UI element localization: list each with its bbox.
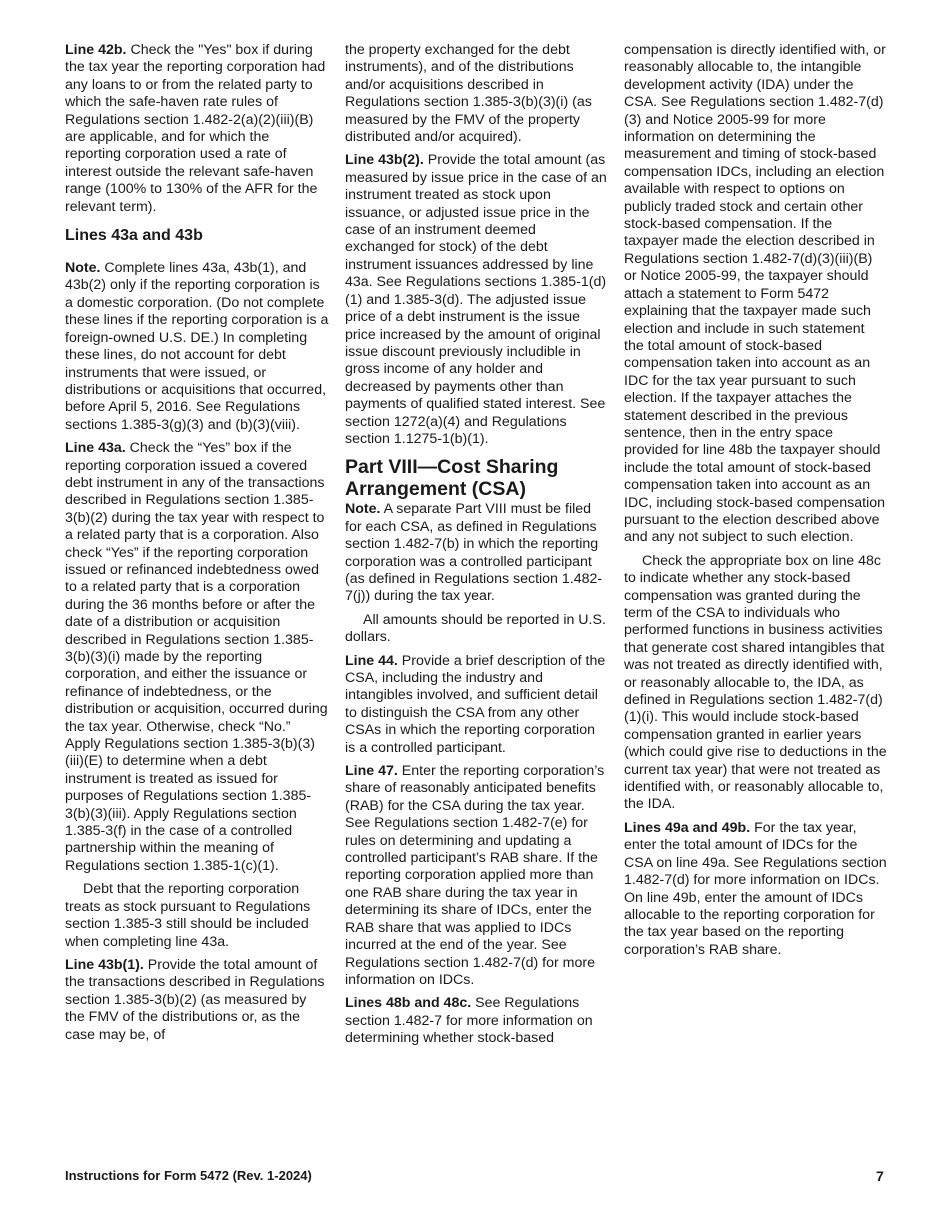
line-44-paragraph: [345, 653, 607, 757]
lines-43-heading: Lines 43a and 43b: [65, 227, 203, 245]
note-43-text: Complete lines 43a, 43b(1), and 43b(2) only if the reporting corporation is a domestic corporation. (Do not complete these lines if the reporting corporation is a foreign-owned U.S. DE.) In completing these lines, do not account for debt instruments that were issued, or distributions or acquisitions that occurred, before April 5, 2016. See Regulations sections 1.385-3(g)(3) and (b)(3)(viii).: [65, 260, 329, 433]
line-44-heading: Line 44.: [345, 652, 398, 669]
line-43b2-heading: Line 43b(2).: [345, 152, 424, 169]
lines-49-text: For the tax year, enter the total amount of IDCs for the CSA on line 49a. See Regulations section 1.482-7(d) for more information on IDCs. On line 49b, enter the amount of IDCs allocable to the reporting corporation for the tax year based on the reporting corporation’s RAB share.: [624, 819, 887, 958]
note-label: Note.: [65, 260, 101, 277]
line-43a-paragraph: [65, 440, 329, 875]
lines-49-paragraph: [624, 820, 888, 959]
line-43a-heading: Line 43a.: [65, 440, 126, 457]
footer-form-title: Instructions for Form 5472 (Rev. 1-2024): [65, 1168, 312, 1183]
line-44-text: Provide a brief description of the CSA, including the industry and intangibles involved, and sufficient detail to distinguish the CSA from any other CSAs in which the reporting corporation is a controlled participant.: [345, 652, 606, 756]
line-43b2-paragraph: [345, 152, 607, 448]
part-viii-heading: Part VIII—Cost Sharing Arrangement (CSA): [345, 456, 559, 501]
us-dollars-paragraph: All amounts should be reported in U.S. dollars.: [345, 611, 606, 646]
line-48c-paragraph: Check the appropriate box on line 48c to indicate whether any stock-based compensation was granted during the term of the CSA to individuals who performed functions in business activities that generate cost shared intangibles that was not treated as directly identified with, or reasonably allocable to, the IDA, as defined in Regulations section 1.482-7(d)(1)(i). This would include stock-based compensation granted in earlier years (which could give rise to deductions in the current tax year) that were not treated as identified with, or reasonably allocable to, the IDA.: [624, 552, 887, 813]
continued-paragraph: the property exchanged for the debt instruments), and of the distributions and/or acquisitions described in Regulations section 1.385-3(b)(3)(i) (as measured by the FMV of the property distributed and/or acquired).: [345, 42, 592, 146]
lines-48-paragraph: [345, 995, 607, 1047]
line-47-heading: Line 47.: [345, 763, 398, 780]
line-43b1-text: Provide the total amount of the transactions described in Regulations section 1.385-3(b)(2) (as measured by the FMV of the distributions or, as the case may be, of: [65, 956, 325, 1043]
line-42b-text: Check the "Yes" box if during the tax year the reporting corporation had any loans to or from the related party to which the safe-haven rate rules of Regulations section 1.482-2(a)(2)(iii)(B) are applicable, and for which the reporting corporation used a rate of interest outside the relevant safe-haven range (100% to 130% of the AFR for the relevant term).: [65, 42, 326, 215]
line-43a-text: Check the “Yes” box if the reporting corporation issued a covered debt instrument in any of the transactions described in Regulations section 1.385-3(b)(2) during the tax year with respect to a related party that is a corporation. Also check “Yes” if the reporting corporation issued or refinanced indebtedness owed to a related party that is a corporation during the 36 months before or after the date of a distribution or acquisition described in Regulations section 1.385-3(b)(3)(i) made by the reporting corporation, and either the issuance or refinance of indebtedness, or the distribution or acquisition, occurred during the tax year. Otherwise, check “No.” Apply Regulations section 1.385-3(b)(3)(iii)(E) to determine when a debt instrument is treated as issued for purposes of Regulations section 1.385-3(b)(3)(iii). Apply Regulations section 1.385-3(f) in the case of a controlled partnership within the meaning of Regulations section 1.385-1(c)(1).: [65, 440, 328, 874]
line-42b-paragraph: [65, 42, 329, 216]
column-right: [624, 42, 888, 965]
column-left: [65, 42, 329, 1050]
lines-48-text: See Regulations section 1.482-7 for more information on determining whether stock-based: [345, 995, 593, 1047]
continued-paragraph: compensation is directly identified with, or reasonably allocable to, the intangible development activity (IDA) under the CSA. See Regulations section 1.482-7(d)(3) and Notice 2005-99 for more information on determining the measurement and timing of stock-based compensation IDCs, including an election available with respect to options on publicly traded stock and certain other stock-based compensation. If the taxpayer made the election described in Regulations section 1.482-7(d)(3)(iii)(B) or Notice 2005-99, the taxpayer should attach a statement to Form 5472 explaining that the taxpayer made such election and include in such statement the total amount of stock-based compensation taken into account as an IDC for the tax year pursuant to such election. If the taxpayer attaches the statement described in the previous sentence, then in the entry space provided for line 48b the taxpayer should include the total amount of stock-based compensation taken into account as an IDC, including stock-based compensation pursuant to the election described above and any not subject to such election.: [624, 42, 886, 546]
note-csa-text: A separate Part VIII must be filed for each CSA, as defined in Regulations section 1.482-7(b) in which the reporting corporation was a controlled participant (as defined in Regulations section 1.482-7(j)) during the tax year.: [345, 501, 603, 605]
line-47-paragraph: [345, 763, 607, 989]
line-47-text: Enter the reporting corporation’s share of reasonably anticipated benefits (RAB) for the CSA during the tax year. See Regulations section 1.482-7(e) for rules on determining and updating a controlled participant’s RAB share. If the reporting corporation applied more than one RAB share during the tax year in determining its share of IDCs, enter the RAB share that was applied to IDCs incurred at the end of the year. See Regulations section 1.482-7(d) for more information on IDCs.: [345, 763, 605, 988]
line-43b2-text: Provide the total amount (as measured by issue price in the case of an instrument treated as stock upon issuance, or adjusted issue price in the case of an instrument deemed exchanged for stock) of the debt instrument issuances addressed by line 43a. See Regulations sections 1.385-1(d)(1) and 1.385-3(d). The adjusted issue price of a debt instrument is the issue price increased by the amount of original issue discount previously includible in gross income of any holder and decreased by payments other than payments of qualified stated interest. See section 1272(a)(4) and Regulations section 1.1275-1(b)(1).: [345, 152, 607, 447]
note-csa-paragraph: [345, 501, 607, 605]
debt-stock-paragraph: Debt that the reporting corporation treats as stock pursuant to Regulations section 1.385-3 still should be included when completing line 43a.: [65, 881, 311, 950]
line-43b1-paragraph: [65, 957, 329, 1044]
lines-49-heading: Lines 49a and 49b.: [624, 819, 751, 836]
lines-48-heading: Lines 48b and 48c.: [345, 995, 472, 1012]
note-label: Note.: [345, 501, 381, 518]
line-43b1-heading: Line 43b(1).: [65, 956, 144, 973]
line-42b-heading: Line 42b.: [65, 42, 127, 58]
page-number: 7: [876, 1168, 884, 1184]
column-middle: [345, 42, 607, 1054]
note-43-paragraph: [65, 260, 329, 434]
